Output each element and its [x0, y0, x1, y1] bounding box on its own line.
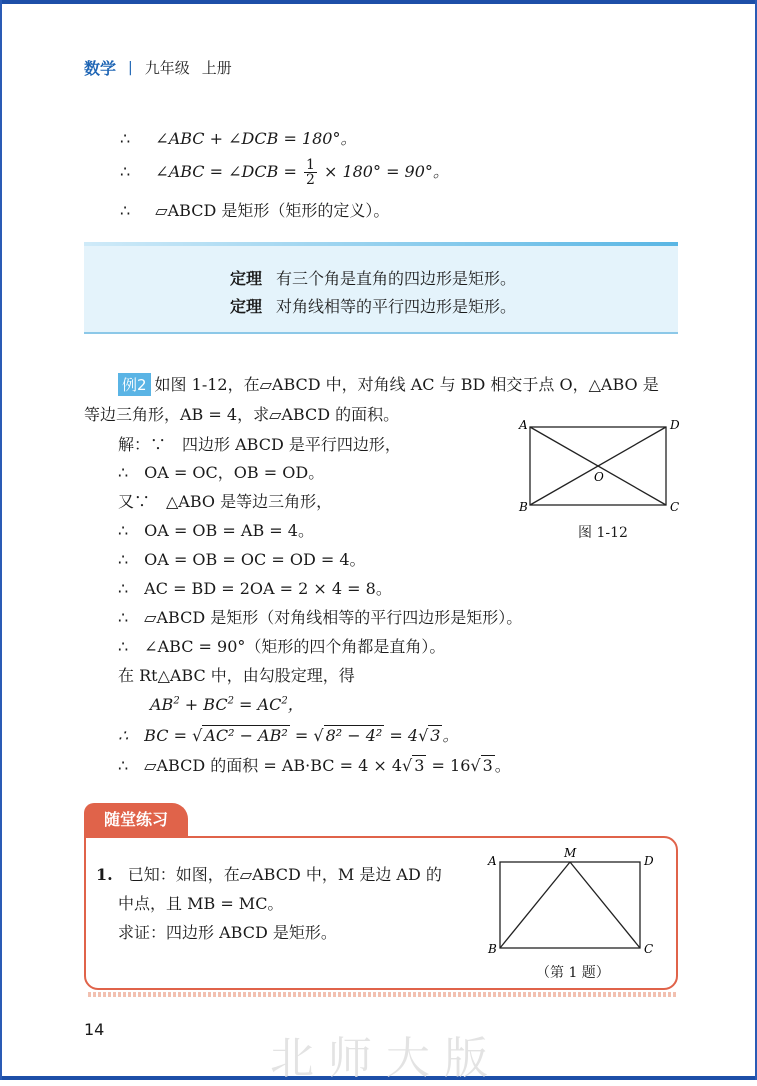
theorem-1 — [230, 266, 516, 289]
equals: = — [289, 726, 314, 745]
header-separator: | — [128, 59, 133, 76]
practice-shadow — [88, 992, 678, 997]
step-text: ▱ABCD 是矩形（矩形的定义）。 — [155, 201, 390, 220]
solution-line-2: ∴ OA = OC，OB = OD。 — [118, 463, 325, 482]
label-d: D — [670, 418, 680, 432]
exponent: 2 — [173, 695, 180, 707]
result: = 4 — [384, 726, 419, 745]
example-line-1 — [118, 372, 659, 396]
practice-tab: 随堂练习 — [84, 803, 188, 836]
example-line-2 — [84, 402, 399, 425]
solution-line-9: 在 Rt△ABC 中，由勾股定理，得 — [118, 666, 355, 685]
step-line-1 — [120, 126, 356, 149]
label-a: A — [519, 418, 528, 432]
term: AB — [150, 695, 174, 714]
theorem-label: 定理 — [230, 269, 263, 288]
watermark: 北师大版 — [270, 1033, 502, 1084]
result: = 16 — [426, 756, 471, 775]
segment-mc — [570, 862, 640, 948]
practice-line-3: 求证：四边形 ABCD 是矩形。 — [118, 923, 337, 942]
figure-1-12 — [510, 415, 690, 520]
theorem-2 — [230, 294, 516, 317]
step-text: ∠ABC + ∠DCB = 180°。 — [155, 129, 357, 148]
area-line: ∴ ▱ABCD 的面积 = AB·BC = 4 × 4√ 3 = 16√ 3 。 — [118, 756, 511, 775]
solution-line-4: ∴ OA = OB = AB = 4。 — [118, 521, 314, 540]
exponent: 2 — [227, 695, 234, 707]
therefore-symbol: ∴ — [120, 129, 131, 148]
fraction-denominator: 2 — [305, 172, 315, 188]
problem-text: 已知：如图，在▱ABCD 中，M 是边 AD 的 — [127, 865, 442, 884]
radicand: AC² − AB² — [204, 726, 288, 745]
practice-figure — [484, 845, 664, 960]
term: AC — [257, 695, 282, 714]
step-text: ∠ABC = ∠DCB = — [155, 162, 302, 181]
frame-left — [0, 0, 2, 1080]
header-grade: 九年级 — [144, 59, 190, 77]
fraction — [304, 158, 317, 187]
solution-line-3: 又∵ △ABO 是等边三角形， — [118, 492, 333, 511]
area-prefix: ∴ ▱ABCD 的面积 = AB·BC = 4 × 4 — [118, 756, 403, 775]
theorem-label: 定理 — [230, 297, 263, 316]
punctuation: ， — [287, 695, 304, 714]
practice-figure-caption: （第 1 题） — [536, 965, 610, 981]
term: BC — [203, 695, 228, 714]
example-text: 等边三角形，AB = 4，求▱ABCD 的面积。 — [84, 405, 400, 424]
page-header — [84, 56, 232, 79]
solution-line-5: ∴ OA = OB = OC = OD = 4。 — [118, 550, 366, 569]
theorem-text: 有三个角是直角的四边形是矩形。 — [276, 269, 517, 288]
label-c: C — [670, 500, 680, 514]
label-m: M — [564, 846, 577, 860]
example-tag: 例2 — [118, 373, 151, 396]
theorem-text: 对角线相等的平行四边形是矩形。 — [276, 297, 517, 316]
figure-caption: 图 1-12 — [578, 525, 628, 541]
header-subject: 数学 — [84, 59, 117, 78]
label-b: B — [488, 942, 497, 956]
therefore-symbol: ∴ — [120, 201, 131, 220]
radicand: 8² − 4² — [325, 726, 383, 745]
punctuation: 。 — [442, 726, 459, 745]
example-text: 如图 1-12，在▱ABCD 中，对角线 AC 与 BD 相交于点 O，△ABO 是 — [154, 375, 659, 394]
page-number: 14 — [84, 1020, 105, 1039]
bc-prefix: ∴ BC = — [118, 726, 193, 745]
theorem-box — [84, 242, 678, 334]
step-line-3 — [120, 198, 389, 221]
therefore-symbol: ∴ — [120, 162, 131, 181]
rectangle-abcd — [500, 862, 640, 948]
solution-line-7: ∴ ▱ABCD 是矩形（对角线相等的平行四边形是矩形）。 — [118, 608, 523, 627]
segment-mb — [500, 862, 570, 948]
step-text: × 180° = 90°。 — [318, 162, 449, 181]
radicand: 3 — [414, 756, 425, 775]
problem-number: 1. — [96, 865, 113, 884]
practice-line-2: 中点，且 MB = MC。 — [118, 894, 284, 913]
label-b: B — [519, 500, 528, 514]
header-volume: 上册 — [201, 59, 232, 77]
solution-line-8: ∴ ∠ABC = 90°（矩形的四个角都是直角）。 — [118, 637, 446, 656]
exponent: 2 — [281, 695, 288, 707]
radicand: 3 — [482, 756, 493, 775]
label-o: O — [594, 470, 604, 484]
solution-line-6: ∴ AC = BD = 2OA = 2 × 4 = 8。 — [118, 579, 392, 598]
practice-line-1 — [96, 862, 442, 885]
punctuation: 。 — [494, 756, 511, 775]
bc-line: ∴ BC = √ AC² − AB² = √ 8² − 4² = 4√ 3 。 — [118, 726, 459, 745]
frame-top — [0, 0, 757, 4]
fraction-numerator: 1 — [305, 157, 315, 173]
label-a: A — [488, 854, 497, 868]
step-line-2 — [120, 158, 449, 187]
pythagorean-equation: $AB^2 + BC^2 = AC^2$， — [150, 695, 304, 714]
label-d: D — [644, 854, 654, 868]
label-c: C — [644, 942, 654, 956]
radicand: 3 — [430, 726, 441, 745]
solution-line-1: 解：∵ 四边形 ABCD 是平行四边形， — [118, 435, 401, 454]
